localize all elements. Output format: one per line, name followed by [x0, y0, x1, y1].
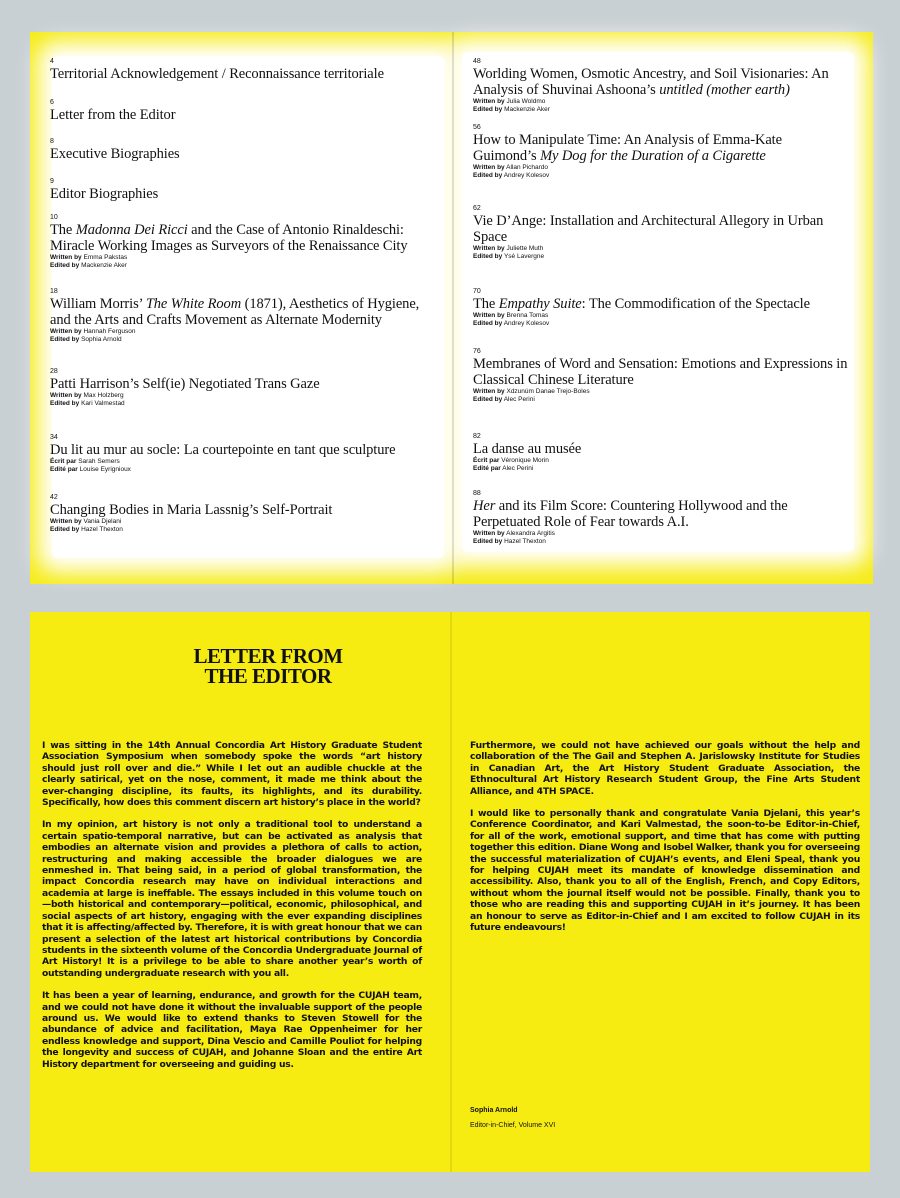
toc-title-text: Vie D’Ange: Installation and Architectural Allegory in Urban Space — [473, 213, 824, 245]
toc-editor: Alec Perini — [502, 465, 534, 472]
toc-editor: Hazel Thexton — [81, 526, 123, 533]
toc-gutter — [452, 32, 454, 584]
toc-written-label: Written by — [473, 245, 505, 252]
toc-edited-label: Edited by — [473, 106, 503, 113]
toc-author: Julia Woldmo — [506, 98, 546, 105]
toc-title-text: Letter from the Editor — [50, 107, 176, 123]
toc-editor: Louise Eyrignioux — [79, 466, 131, 473]
toc-edited-label: Edited by — [50, 262, 80, 269]
toc-author: Juliette Muth — [506, 245, 544, 252]
toc-written-label: Écrit par — [473, 457, 500, 464]
letter-paragraph: I would like to personally thank and congratulate Vania Djelani, this year’s Conference Coordinator, and Kari Valmestad, the soon-to-be Editor-in-Chief, for all of the work, emotional support, and time that has come with putting together this edition. Diane Wong and Isobel Walker, thank you for overseeing the successful materialization of CUJAH’s events, and Eleni Speal, thank you for helping CUJAH meet its mandate of knowledge dissemination and accessibility. Also, thank you to all of the English, French, and Copy Editors, without whom the journal itself would not be possible. Finally, thank you to those who are reading this and supporting CUJAH in it’s journey. It has been an honour to serve as Editor-in-Chief and I am excited to follow CUJAH in its future endeavours! — [470, 808, 860, 934]
toc-author-credit — [473, 98, 848, 106]
toc-entry[interactable] — [50, 138, 430, 162]
toc-entry-title — [50, 442, 430, 458]
toc-edited-label: Edited by — [50, 336, 80, 343]
letter-spread — [30, 612, 870, 1172]
toc-title-text: and the Case of Antonio Rinaldeschi: Miracle Working Images as Surveyors of the Renaissance City — [50, 222, 408, 254]
signature-block — [470, 1106, 555, 1132]
toc-editor-credit — [473, 253, 848, 261]
toc-author: Max Holzberg — [83, 392, 124, 399]
toc-written-label: Written by — [473, 530, 505, 537]
toc-written-label: Written by — [473, 98, 505, 105]
toc-entry[interactable] — [50, 288, 430, 344]
toc-entry[interactable] — [473, 288, 848, 328]
toc-title-text: : The Commodification of the Spectacle — [581, 296, 810, 312]
toc-author: Allan Pichardo — [506, 164, 549, 171]
toc-edited-label: Edité par — [473, 465, 501, 472]
toc-title-text: The — [50, 222, 76, 238]
toc-entry[interactable] — [473, 348, 848, 404]
toc-page-number: 8 — [50, 138, 54, 145]
letter-heading-line2: THE EDITOR — [204, 664, 332, 688]
toc-page-number: 42 — [50, 494, 58, 501]
toc-title-text: Executive Biographies — [50, 146, 180, 162]
toc-editor: Alec Perini — [503, 396, 535, 403]
toc-page-number: 88 — [473, 490, 481, 497]
toc-page-number: 34 — [50, 434, 58, 441]
letter-heading — [168, 646, 368, 686]
toc-entry[interactable] — [473, 205, 848, 261]
toc-title-italic: Her — [473, 498, 496, 514]
toc-editor-credit — [50, 336, 430, 344]
toc-editor-credit — [50, 262, 430, 270]
toc-edited-label: Edited by — [473, 396, 503, 403]
signature-name: Sophia Arnold — [470, 1107, 518, 1114]
toc-entry[interactable] — [50, 368, 430, 408]
toc-author-credit — [473, 388, 848, 396]
toc-author-credit — [50, 458, 430, 466]
toc-title-text: La danse au musée — [473, 441, 582, 457]
toc-entry-title — [50, 296, 430, 328]
toc-author-credit — [473, 312, 848, 320]
toc-editor: Ysé Lavergne — [503, 253, 545, 260]
toc-edited-label: Edited by — [50, 526, 80, 533]
toc-entry[interactable] — [473, 124, 848, 180]
toc-editor-credit — [473, 538, 848, 546]
toc-written-label: Written by — [50, 328, 82, 335]
toc-edited-label: Edited by — [473, 172, 503, 179]
toc-entry[interactable] — [50, 494, 430, 534]
toc-entry-title — [473, 441, 848, 457]
toc-entry-title — [50, 222, 430, 254]
toc-page-number: 18 — [50, 288, 58, 295]
toc-edited-label: Edited by — [473, 538, 503, 545]
toc-editor: Kari Valmestad — [81, 400, 125, 407]
toc-author: Sarah Semers — [78, 458, 120, 465]
toc-author: Hannah Ferguson — [83, 328, 136, 335]
toc-page-number: 10 — [50, 214, 58, 221]
letter-column-left — [42, 740, 422, 1081]
toc-editor: Hazel Thexton — [504, 538, 546, 545]
toc-author: Véronique Morin — [501, 457, 549, 464]
toc-editor-credit — [50, 400, 430, 408]
toc-entry-title — [473, 213, 848, 245]
toc-entry-title — [50, 146, 430, 162]
toc-author-credit — [473, 245, 848, 253]
toc-entry-title — [473, 296, 848, 312]
toc-author-credit — [473, 164, 848, 172]
toc-title-text: Membranes of Word and Sensation: Emotions and Expressions in Classical Chinese Literature — [473, 356, 848, 388]
letter-paragraph: In my opinion, art history is not only a traditional tool to understand a certain spatio-temporal narrative, but can be activated as analysis that embodies an alternate vision and provides a plethora of calls to action, restructuring and making accessible the broader dialogues we are enmeshed in. That being said, in a period of global transformation, the impact Concordia research may have on individual interactions and academia at large is ineffable. The essays included in this volume touch on—both historical and contemporary—political, economic, philosophical, and social aspects of art history, engaging with the ever expanding disciplines that it is affecting/affected by. Therefore, it is with great honour that we can present a selection of the latest art historical contributions by Concordia students in the sixteenth volume of the Concordia Undergraduate Journal of Art History! It is a privilege to be able to share another year’s worth of outstanding undergraduate research with you all. — [42, 819, 422, 979]
toc-page-number: 56 — [473, 124, 481, 131]
toc-author-credit — [473, 530, 848, 538]
toc-editor-credit — [473, 106, 848, 114]
toc-title-text: Changing Bodies in Maria Lassnig’s Self-Portrait — [50, 502, 333, 518]
toc-title-text: William Morris’ — [50, 296, 146, 312]
toc-edited-label: Edited by — [50, 400, 80, 407]
toc-editor-credit — [473, 320, 848, 328]
toc-author-credit — [50, 328, 430, 336]
toc-page-number: 82 — [473, 433, 481, 440]
toc-author: Vania Djelani — [83, 518, 122, 525]
toc-written-label: Écrit par — [50, 458, 77, 465]
toc-author-credit — [50, 254, 430, 262]
toc-page-number: 48 — [473, 58, 481, 65]
toc-title-text: (1871), Aesthetics of Hygiene, and the Arts and Crafts Movement as Alternate Modernity — [50, 296, 420, 328]
toc-entry-title — [473, 132, 848, 164]
toc-author: Brenna Tomas — [506, 312, 549, 319]
toc-entry-title — [50, 107, 430, 123]
toc-author: Xdzunúm Danae Trejo-Boles — [506, 388, 590, 395]
toc-edited-label: Edited by — [473, 253, 503, 260]
toc-editor: Andrey Kolesov — [503, 172, 550, 179]
letter-paragraph: It has been a year of learning, endurance, and growth for the CUJAH team, and we could not have done it without the invaluable support of the people around us. We would like to extend thanks to Steven Stowell for the abundance of advice and facilitation, Maya Rae Oppenheimer for her endless knowledge and support, Dina Vescio and Camille Pouliot for helping the longevity and success of CUJAH, and Johanne Sloan and the entire Art History department for overseeing and guiding us. — [42, 990, 422, 1070]
letter-gutter — [450, 612, 452, 1172]
toc-entry[interactable] — [50, 214, 430, 270]
toc-editor: Mackenzie Aker — [504, 106, 550, 113]
toc-edited-label: Edité par — [50, 466, 78, 473]
toc-title-text: The — [473, 296, 499, 312]
toc-page-number: 76 — [473, 348, 481, 355]
toc-entry-title — [473, 498, 848, 530]
toc-title-italic: untitled (mother earth) — [659, 82, 790, 98]
toc-written-label: Written by — [473, 164, 505, 171]
toc-written-label: Written by — [50, 254, 82, 261]
toc-editor: Andrey Kolesov — [503, 320, 550, 327]
toc-editor: Mackenzie Aker — [81, 262, 127, 269]
toc-editor-credit — [473, 172, 848, 180]
toc-title-text: How to Manipulate Time: An Analysis of Emma-Kate Guimond’s — [473, 132, 782, 164]
toc-entry[interactable] — [50, 434, 430, 474]
toc-title-italic: Empathy Suite — [498, 296, 582, 312]
toc-editor-credit — [473, 396, 848, 404]
toc-entry[interactable] — [50, 58, 430, 82]
toc-title-text: Editor Biographies — [50, 186, 159, 202]
toc-author: Emma Pakstas — [83, 254, 128, 261]
toc-title-text: Worlding Women, Osmotic Ancestry, and Soil Visionaries: An Analysis of Shuvinai Ashoona’s — [473, 66, 829, 98]
toc-page-number: 9 — [50, 178, 54, 185]
toc-editor-credit — [50, 466, 430, 474]
toc-entry-title — [50, 376, 430, 392]
toc-entry-title — [50, 66, 430, 82]
toc-entry-title — [473, 66, 848, 98]
toc-author: Alexandra Argitis — [506, 530, 555, 537]
toc-author-credit — [50, 392, 430, 400]
toc-page-number: 62 — [473, 205, 481, 212]
toc-page-number: 28 — [50, 368, 58, 375]
toc-author-credit — [50, 518, 430, 526]
toc-title-italic: The White Room — [145, 296, 242, 312]
toc-page-number: 6 — [50, 99, 54, 106]
toc-entry-title — [50, 502, 430, 518]
toc-entry[interactable] — [473, 58, 848, 114]
toc-written-label: Written by — [473, 312, 505, 319]
toc-title-text: Patti Harrison’s Self(ie) Negotiated Trans Gaze — [50, 376, 320, 392]
letter-heading-line1: LETTER FROM — [193, 644, 343, 668]
toc-title-text: Du lit au mur au socle: La courtepointe en tant que sculpture — [50, 442, 396, 458]
toc-written-label: Written by — [50, 518, 82, 525]
letter-paragraph: I was sitting in the 14th Annual Concordia Art History Graduate Student Association Symposium when somebody spoke the words “art history should just roll over and die.” While I let out an audible chuckle at the clearly satirical, yet on the nose, comment, it made me think about the ever-changing discipline, its faults, its highlights, and its durability. Specifically, how does this comment discern art history’s place in the world? — [42, 740, 422, 809]
toc-entry-title — [50, 186, 430, 202]
toc-written-label: Written by — [50, 392, 82, 399]
toc-editor-credit — [473, 465, 848, 473]
toc-entry-title — [473, 356, 848, 388]
toc-title-text: and its Film Score: Countering Hollywood and the Perpetuated Role of Fear towards A.I. — [473, 498, 788, 530]
toc-entry[interactable] — [473, 490, 848, 546]
toc-author-credit — [473, 457, 848, 465]
toc-entry[interactable] — [50, 99, 430, 123]
toc-edited-label: Edited by — [473, 320, 503, 327]
toc-entry[interactable] — [50, 178, 430, 202]
toc-editor: Sophia Arnold — [81, 336, 122, 343]
letter-column-right — [470, 740, 860, 945]
toc-title-text: Territorial Acknowledgement / Reconnaissance territoriale — [50, 66, 384, 82]
signature-role: Editor-in-Chief, Volume XVI — [470, 1122, 556, 1129]
toc-editor-credit — [50, 526, 430, 534]
toc-page-number: 4 — [50, 58, 54, 65]
toc-written-label: Written by — [473, 388, 505, 395]
toc-title-italic: My Dog for the Duration of a Cigarette — [540, 148, 766, 164]
letter-paragraph: Furthermore, we could not have achieved our goals without the help and collaboration of the The Gail and Stephen A. Jarislowsky Institute for Studies in Canadian Art, the Art History Student Graduate Association, the Ethnocultural Art History Research Student Group, the Fine Arts Student Alliance, and 4TH SPACE. — [470, 740, 860, 797]
toc-entry[interactable] — [473, 433, 848, 473]
toc-page-number: 70 — [473, 288, 481, 295]
toc-title-italic: Madonna Dei Ricci — [75, 222, 188, 238]
